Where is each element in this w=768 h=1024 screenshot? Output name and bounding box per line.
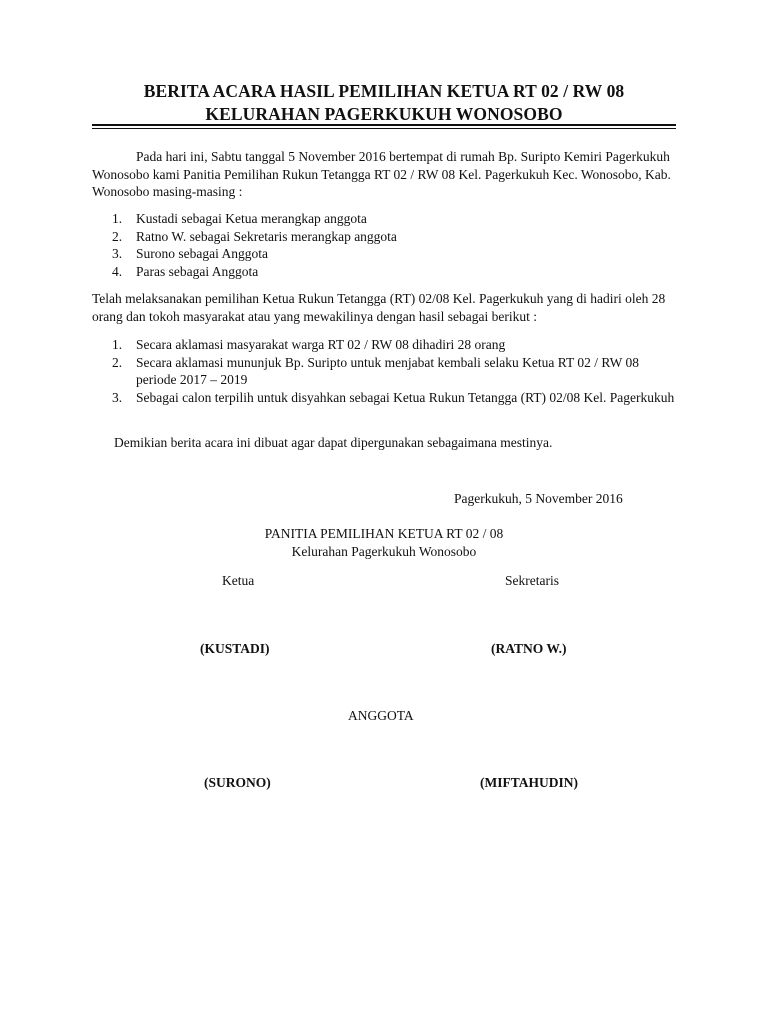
- list-item-text: Ratno W. sebagai Sekretaris merangkap anggota: [136, 228, 397, 244]
- list-item-number: 1.: [112, 211, 123, 226]
- signature-name-chair: (KUSTADI): [200, 641, 270, 656]
- closing-paragraph: Demikian berita acara ini dibuat agar dapat dipergunakan sebagaimana mestinya.: [114, 435, 553, 450]
- body-paragraph: Telah melaksanakan pemilihan Ketua Rukun Tetangga (RT) 02/08 Kel. Pagerkukuh yang di hadiri oleh 28 orang dan tokoh masyarakat atau yang mewakilinya dengan hasil sebagai berikut :: [92, 291, 666, 324]
- place-date: Pagerkukuh, 5 November 2016: [454, 491, 623, 506]
- members-label: ANGGOTA: [348, 708, 414, 723]
- list-item-text: Kustadi sebagai Ketua merangkap anggota: [136, 211, 367, 226]
- list-item: [92, 336, 676, 354]
- list-item-number: 1.: [112, 337, 123, 352]
- signature-name-secretary: (RATNO W.): [491, 641, 567, 656]
- role-secretary-label: Sekretaris: [505, 573, 559, 588]
- list-item-number: 3.: [112, 389, 123, 405]
- intro-paragraph: Pada hari ini, Sabtu tanggal 5 November 2016 bertempat di rumah Bp. Suripto Kemiri Pagerkukuh Wonosobo kami Panitia Pemilihan Rukun Tetangga RT 02 / RW 08 Kel. Pagerkukuh Kec. Wonosobo, Kab. Wonosobo masing-masing :: [92, 149, 671, 199]
- result-list: [92, 336, 676, 406]
- title-underline-thick: [92, 124, 676, 126]
- document-title-line1: BERITA ACARA HASIL PEMILIHAN KETUA RT 02 / RW 08: [143, 81, 625, 101]
- list-item-number: 4.: [112, 263, 123, 279]
- list-item: [92, 228, 676, 246]
- committee-title: PANITIA PEMILIHAN KETUA RT 02 / 08: [264, 526, 504, 541]
- list-item-text: Secara aklamasi masyarakat warga RT 02 / RW 08 dihadiri 28 orang: [136, 337, 506, 352]
- list-item: [92, 354, 676, 389]
- list-item: [92, 245, 676, 263]
- title-underline-thin: [92, 128, 676, 129]
- list-item: [92, 210, 676, 228]
- document-title-line2: KELURAHAN PAGERKUKUH WONOSOBO: [205, 104, 563, 124]
- list-item-number: 3.: [112, 246, 123, 261]
- signature-name-member1: (SURONO): [204, 775, 271, 790]
- list-item: [92, 263, 676, 281]
- role-chair-label: Ketua: [222, 573, 255, 588]
- signature-name-member2: (MIFTAHUDIN): [480, 775, 578, 790]
- committee-subtitle: Kelurahan Pagerkukuh Wonosobo: [291, 544, 477, 559]
- list-item-text: Surono sebagai Anggota: [136, 246, 268, 261]
- list-item-number: 2.: [112, 354, 123, 370]
- list-item-text: Paras sebagai Anggota: [136, 263, 259, 279]
- list-item-text: Secara aklamasi mununjuk Bp. Suripto untuk menjabat kembali selaku Ketua RT 02 / RW 08 periode 2017 – 2019: [136, 354, 639, 387]
- list-item-text: Sebagai calon terpilih untuk disyahkan sebagai Ketua Rukun Tetangga (RT) 02/08 Kel. Pagerkukuh: [136, 389, 675, 405]
- list-item-number: 2.: [112, 228, 123, 244]
- committee-list: [92, 210, 676, 280]
- list-item: [92, 389, 676, 407]
